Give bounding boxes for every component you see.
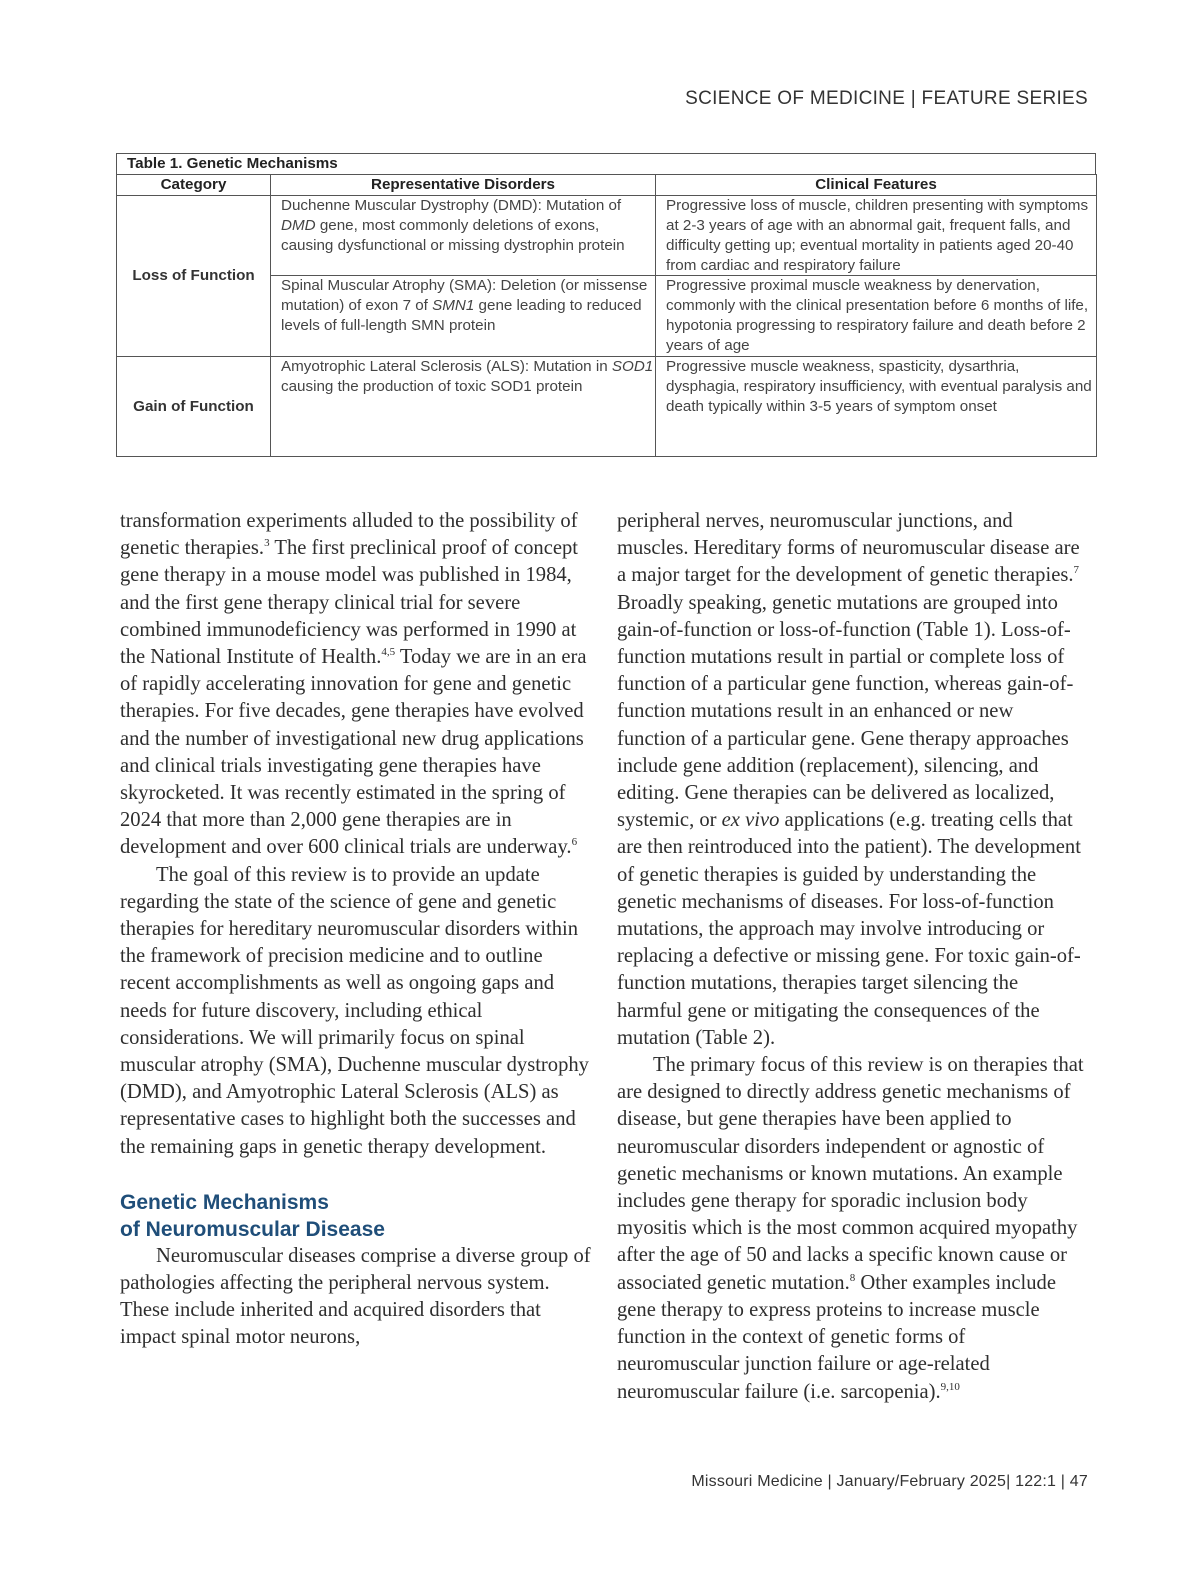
paragraph: The primary focus of this review is on therapies that are designed to directly address genetic mechanisms of disease, but gene therapies have been applied to neuromuscular disorders independent or agnostic of genetic mechanisms or known mutations. An example includes gene therapy for sporadic inclusion body myositis which is the most common acquired myopathy after the age of 50 and lacks a specific known cause or associated genetic mutation.$^8$ Other examples include gene therapy to express proteins to increase muscle function in the context of genetic forms of neuromuscular junction failure or age-related neuromuscular failure (i.e. sarcopenia).$^{9,10}$ [617, 1054, 1084, 1403]
gene-name: DMD [281, 216, 316, 234]
citation: 9,10 [940, 1380, 960, 1393]
table-header-row [117, 174, 1097, 195]
disorder-cell: Amyotrophic Lateral Sclerosis (ALS): Mutation in SOD1 causing the production of toxic SOD1 protein [271, 357, 656, 457]
disorder-cell: Spinal Muscular Atrophy (SMA): Deletion (or missense mutation) of exon 7 of SMN1 gene leading to reduced levels of full-length SMN protein [271, 276, 656, 357]
column-header-disorders: Representative Disorders [271, 174, 656, 195]
features-cell: Progressive proximal muscle weakness by denervation, commonly with the clinical presentation before 6 months of life, hypotonia progressing to respiratory failure and death before 2 years of age [656, 276, 1097, 357]
italic-term: ex vivo [721, 809, 780, 832]
section-heading: Genetic Mechanisms of Neuromuscular Disease [120, 1190, 385, 1241]
gene-name: SMN1 [432, 297, 475, 315]
features-cell: Progressive muscle weakness, spasticity, dysarthria, dysphagia, respiratory insufficiency, with eventual paralysis and death typically within 3-5 years of symptom onset [656, 357, 1097, 457]
citation: 8 [849, 1271, 856, 1284]
column-header-features: Clinical Features [656, 174, 1097, 195]
running-header: SCIENCE OF MEDICINE | FEATURE SERIES [685, 88, 1088, 109]
table-row [117, 357, 1097, 457]
citation: 6 [571, 836, 578, 849]
category-gain-of-function: Gain of Function [117, 357, 271, 457]
column-header-category: Category [117, 174, 271, 195]
citation: 3 [264, 537, 270, 550]
disorder-cell: Duchenne Muscular Dystrophy (DMD): Mutation of DMD gene, most commonly deletions of exons, causing dysfunctional or missing dystrophin protein [271, 195, 656, 276]
table-grid [116, 174, 1097, 457]
table-row [117, 195, 1097, 276]
category-loss-of-function: Loss of Function [117, 195, 271, 356]
page-footer: Missouri Medicine | January/February 2025| 122:1 | 47 [691, 1473, 1088, 1490]
paragraph: The goal of this review is to provide an update regarding the state of the science of gene and genetic therapies for hereditary neuromuscular disorders within the framework of precision medicine and to outline recent accomplishments as well as ongoing gaps and needs for future discovery, including ethical considerations. We will primarily focus on spinal muscular atrophy (SMA), Duchenne muscular dystrophy (DMD), and Amyotrophic Lateral Sclerosis (ALS) as representative cases to highlight both the successes and the remaining gaps in genetic therapy development. [120, 863, 589, 1158]
table-genetic-mechanisms [116, 153, 1096, 457]
left-column [120, 508, 595, 1352]
right-column [617, 508, 1087, 1406]
citation: 7 [1073, 564, 1080, 577]
paragraph: peripheral nerves, neuromuscular junctions, and muscles. Hereditary forms of neuromuscular disease are a major target for the development of genetic therapies.$^7$ Broadly speaking, genetic mutations are grouped into gain-of-function or loss-of-function (Table 1). Loss-of-function mutations result in partial or complete loss of function of a particular gene function, whereas gain-of-function mutations result in an enhanced or new function of a particular gene. Gene therapy approaches include gene addition (replacement), silencing, and editing. Gene therapies can be delivered as localized, systemic, or ex vivo applications (e.g. treating cells that are then reintroduced into the patient). The development of genetic therapies is guided by understanding the genetic mechanisms of diseases. For loss-of-function mutations, the approach may involve introducing or replacing a defective or missing gene. For toxic gain-of-function mutations, therapies target silencing the harmful gene or mitigating the consequences of the mutation (Table 2). [617, 510, 1081, 1049]
citation: 4,5 [381, 646, 396, 659]
table-caption: Table 1. Genetic Mechanisms [116, 153, 1096, 174]
gene-name: SOD1 [611, 358, 654, 376]
paragraph: Neuromuscular diseases comprise a diverse group of pathologies affecting the peripheral nervous system. These include inherited and acquired disorders that impact spinal motor neurons, [120, 1244, 591, 1349]
paragraph: transformation experiments alluded to the possibility of genetic therapies.$^3$ The first preclinical proof of concept gene therapy in a mouse model was published in 1984, and the first gene therapy clinical trial for severe combined immunodeficiency was performed in 1990 at the National Institute of Health.$^{4,5}$ Today we are in an era of rapidly accelerating innovation for gene and genetic therapies. For five decades, gene therapies have evolved and the number of investigational new drug applications and clinical trials investigating gene therapies have skyrocketed. It was recently estimated in the spring of 2024 that more than 2,000 gene therapies are in development and over 600 clinical trials are underway.$^6$ [120, 510, 587, 859]
features-cell: Progressive loss of muscle, children presenting with symptoms at 2-3 years of age with an abnormal gait, frequent falls, and difficulty getting up; eventual mortality in patients aged 20-40 from cardiac and respiratory failure [656, 195, 1097, 276]
